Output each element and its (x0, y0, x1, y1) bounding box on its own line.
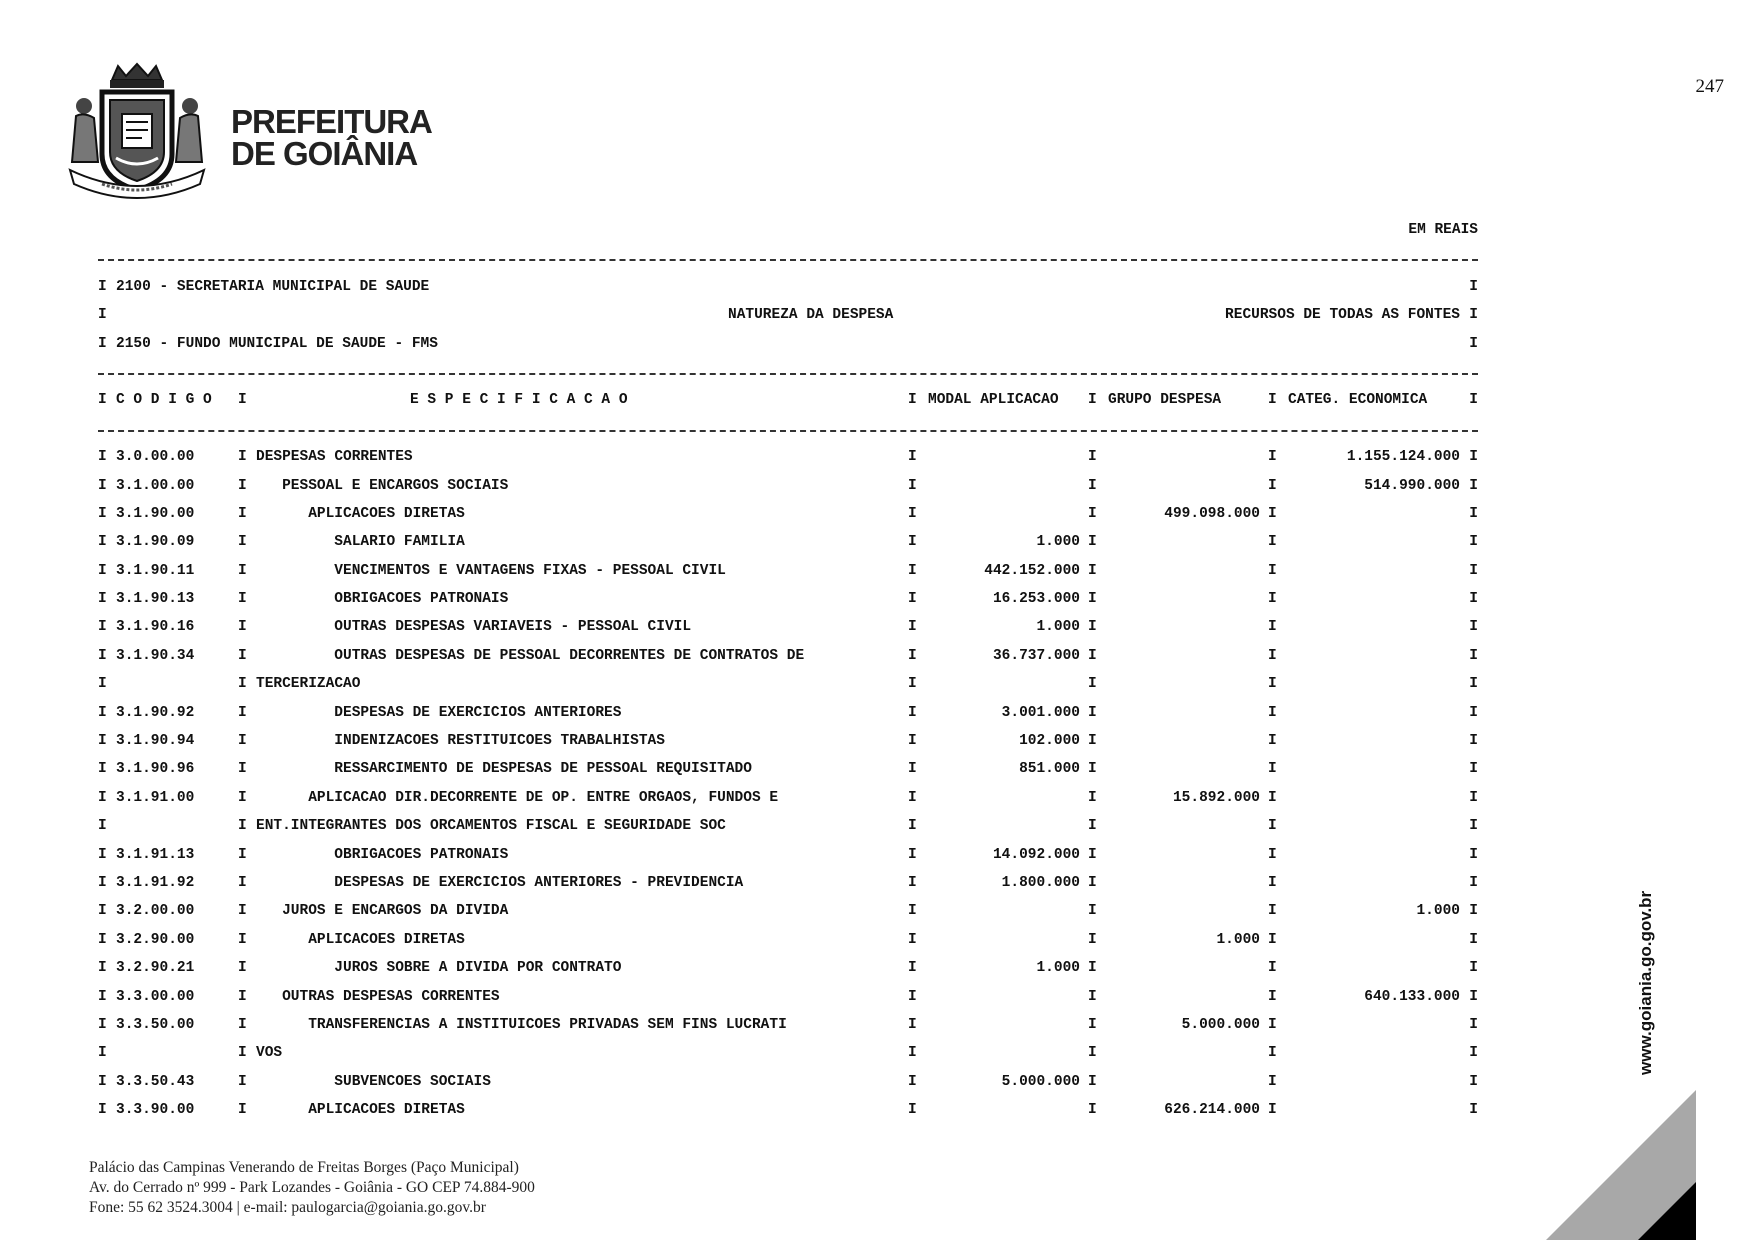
table-row: I 3.2.00.00 I JUROS E ENCARGOS DA DIVIDA I I I 1.000 I (98, 903, 1478, 920)
table-row: I 3.2.90.00 I APLICACOES DIRETAS I I 1.000 I I (98, 931, 1478, 948)
row-description: OBRIGACOES PATRONAIS (334, 846, 509, 863)
table-row: I 3.0.00.00 I DESPESAS CORRENTES I I I 1.155.124.000 I (98, 449, 1478, 466)
column-grupo: GRUPO DESPESA (1108, 392, 1222, 409)
column-especificacao: E S P E C I F I C A C A O (410, 392, 628, 409)
table-row: I 3.1.90.00 I APLICACOES DIRETAS I I 499.098.000 I I (98, 505, 1478, 522)
row-modal-value: 1.800.000 (1001, 874, 1080, 891)
column-categ: CATEG. ECONOMICA (1288, 392, 1428, 409)
row-code: 3.2.90.21 (116, 960, 195, 977)
row-description: ENT.INTEGRANTES DOS ORCAMENTOS FISCAL E SEGURIDADE SOC (256, 818, 726, 835)
prefeitura-logo (62, 62, 432, 200)
table-row: I 3.3.00.00 I OUTRAS DESPESAS CORRENTES I I I 640.133.000 I (98, 988, 1478, 1005)
row-modal-value: 14.092.000 (992, 846, 1080, 863)
table-row: I 3.3.50.00 I TRANSFERENCIAS A INSTITUICOES PRIVADAS SEM FINS LUCRATI I I 5.000.000 I I (98, 1016, 1478, 1033)
row-code: 3.3.50.00 (116, 1016, 195, 1033)
row-code: 3.1.90.11 (116, 562, 195, 579)
secretaria-label: 2100 - SECRETARIA MUNICIPAL DE SAUDE (116, 278, 430, 295)
row-code: 3.2.90.00 (116, 931, 195, 948)
row-grupo-value: 5.000.000 (1181, 1016, 1260, 1033)
row-code: 3.1.90.13 (116, 591, 195, 608)
row-code: 3.1.91.13 (116, 846, 195, 863)
row-grupo-value: 1.000 (1216, 931, 1260, 948)
row-description: OUTRAS DESPESAS VARIAVEIS - PESSOAL CIVIL (334, 619, 692, 636)
row-modal-value: 1.000 (1036, 619, 1080, 636)
row-code: 3.0.00.00 (116, 449, 195, 466)
table-row: I 3.1.90.92 I DESPESAS DE EXERCICIOS ANTERIORES I 3.001.000 I I I (98, 704, 1478, 721)
row-description: OBRIGACOES PATRONAIS (334, 591, 509, 608)
separator (98, 360, 1478, 388)
row-code: 3.3.90.00 (116, 1102, 195, 1119)
table-row: I 3.1.90.09 I SALARIO FAMILIA I 1.000 I I I (98, 534, 1478, 551)
table-row: I 3.1.90.94 I INDENIZACOES RESTITUICOES TRABALHISTAS I 102.000 I I I (98, 733, 1478, 750)
row-categ-value: 1.000 (1416, 903, 1460, 920)
row-code: 3.1.90.94 (116, 733, 195, 750)
currency-note: EM REAIS (1408, 222, 1478, 238)
separator (98, 246, 1478, 274)
side-url: www.goiania.go.gov.br (1636, 890, 1655, 1075)
row-modal-value: 5.000.000 (1001, 1073, 1080, 1090)
logo-text-line-2: DE GOIÂNIA (231, 135, 418, 172)
row-description: TRANSFERENCIAS A INSTITUICOES PRIVADAS SEM FINS LUCRATI (308, 1016, 787, 1033)
row-code: 3.1.91.00 (116, 789, 195, 806)
header-row-secretaria: I 2100 - SECRETARIA MUNICIPAL DE SAUDE I (98, 278, 1478, 295)
table-row: I 3.1.90.34 I OUTRAS DESPESAS DE PESSOAL DECORRENTES DE CONTRATOS DE I 36.737.000 I I I (98, 647, 1478, 664)
row-description: INDENIZACOES RESTITUICOES TRABALHISTAS (334, 733, 665, 750)
table-row: I 3.1.00.00 I PESSOAL E ENCARGOS SOCIAIS I I I 514.990.000 I (98, 477, 1478, 494)
row-modal-value: 36.737.000 (992, 647, 1080, 664)
header-row-natureza: I NATUREZA DA DESPESA RECURSOS DE TODAS AS FONTES I (98, 307, 1478, 324)
row-modal-value: 1.000 (1036, 534, 1080, 551)
city-coat-of-arms-icon (62, 62, 212, 200)
page-number: 247 (1695, 76, 1724, 97)
footer-line-3: Fone: 55 62 3524.3004 | e-mail: paulogarcia@goiania.go.gov.br (89, 1199, 486, 1216)
row-code: 3.1.90.96 (116, 761, 195, 778)
row-description: RESSARCIMENTO DE DESPESAS DE PESSOAL REQUISITADO (334, 761, 752, 778)
natureza-label: NATUREZA DA DESPESA (728, 307, 894, 324)
recursos-label: RECURSOS DE TODAS AS FONTES (1225, 307, 1460, 324)
row-code: 3.1.90.09 (116, 534, 195, 551)
row-modal-value: 1.000 (1036, 960, 1080, 977)
row-grupo-value: 15.892.000 (1172, 789, 1260, 806)
row-code: 3.3.00.00 (116, 988, 195, 1005)
row-code: 3.1.90.92 (116, 704, 195, 721)
row-description: JUROS SOBRE A DIVIDA POR CONTRATO (334, 960, 622, 977)
row-description: JUROS E ENCARGOS DA DIVIDA (282, 903, 509, 920)
row-description: APLICACOES DIRETAS (308, 931, 465, 948)
row-description: DESPESAS DE EXERCICIOS ANTERIORES - PREVIDENCIA (334, 874, 744, 891)
row-modal-value: 442.152.000 (984, 562, 1080, 579)
corner-decoration (1546, 1090, 1696, 1240)
table-row: I 3.1.90.16 I OUTRAS DESPESAS VARIAVEIS - PESSOAL CIVIL I 1.000 I I I (98, 619, 1478, 636)
row-description: SALARIO FAMILIA (334, 534, 465, 551)
table-row: I 3.3.90.00 I APLICACOES DIRETAS I I 626.214.000 I I (98, 1102, 1478, 1119)
row-grupo-value: 626.214.000 (1164, 1102, 1260, 1119)
row-description: PESSOAL E ENCARGOS SOCIAIS (282, 477, 509, 494)
row-description: TERCERIZACAO (256, 676, 361, 693)
column-header-row: I C O D I G O I E S P E C I F I C A C A O I MODAL APLICACAO I GRUPO DESPESA I CATEG. ECONOMICA I (98, 392, 1478, 409)
table-row: I 3.3.50.43 I SUBVENCOES SOCIAIS I 5.000.000 I I I (98, 1073, 1478, 1090)
footer-line-2: Av. do Cerrado nº 999 - Park Lozandes - Goiânia - GO CEP 74.884-900 (89, 1179, 535, 1196)
row-description: DESPESAS CORRENTES (256, 449, 413, 466)
row-description: APLICACOES DIRETAS (308, 1102, 465, 1119)
table-row: I 3.1.91.92 I DESPESAS DE EXERCICIOS ANTERIORES - PREVIDENCIA I 1.800.000 I I I (98, 874, 1478, 891)
row-categ-value: 514.990.000 (1364, 477, 1460, 494)
expense-rows (98, 445, 1478, 1126)
row-modal-value: 16.253.000 (992, 591, 1080, 608)
column-codigo: C O D I G O (116, 392, 212, 409)
row-code: 3.1.90.34 (116, 647, 195, 664)
separator (98, 417, 1478, 445)
column-modal: MODAL APLICACAO (928, 392, 1059, 409)
row-code: 3.1.90.16 (116, 619, 195, 636)
row-code: 3.1.00.00 (116, 477, 195, 494)
table-row: I I VOS I I I I (98, 1045, 1478, 1062)
row-description: APLICACOES DIRETAS (308, 505, 465, 522)
table-row: I I TERCERIZACAO I I I I (98, 676, 1478, 693)
row-description: OUTRAS DESPESAS DE PESSOAL DECORRENTES DE CONTRATOS DE (334, 647, 805, 664)
row-modal-value: 3.001.000 (1001, 704, 1080, 721)
logo-text-line-1: PREFEITURA (231, 103, 432, 140)
row-categ-value: 1.155.124.000 (1346, 449, 1460, 466)
table-row: I 3.1.91.00 I APLICACAO DIR.DECORRENTE DE OP. ENTRE ORGAOS, FUNDOS E I I 15.892.000 I I (98, 789, 1478, 806)
currency-row (98, 218, 1478, 246)
header-row-fundo: I 2150 - FUNDO MUNICIPAL DE SAUDE - FMS I (98, 335, 1478, 352)
budget-report (98, 218, 1478, 1127)
row-grupo-value: 499.098.000 (1164, 505, 1260, 522)
row-modal-value: 102.000 (1019, 733, 1080, 750)
table-row: I 3.1.91.13 I OBRIGACOES PATRONAIS I 14.092.000 I I I (98, 846, 1478, 863)
row-description: APLICACAO DIR.DECORRENTE DE OP. ENTRE ORGAOS, FUNDOS E (308, 789, 779, 806)
table-row: I 3.2.90.21 I JUROS SOBRE A DIVIDA POR CONTRATO I 1.000 I I I (98, 960, 1478, 977)
table-row: I I ENT.INTEGRANTES DOS ORCAMENTOS FISCAL E SEGURIDADE SOC I I I I (98, 818, 1478, 835)
table-row: I 3.1.90.13 I OBRIGACOES PATRONAIS I 16.253.000 I I I (98, 591, 1478, 608)
row-code: 3.2.00.00 (116, 903, 195, 920)
fundo-label: 2150 - FUNDO MUNICIPAL DE SAUDE - FMS (116, 335, 438, 352)
footer-address (89, 1158, 535, 1218)
row-description: VENCIMENTOS E VANTAGENS FIXAS - PESSOAL CIVIL (334, 562, 726, 579)
row-description: SUBVENCOES SOCIAIS (334, 1073, 491, 1090)
row-code: 3.1.90.00 (116, 505, 195, 522)
row-description: OUTRAS DESPESAS CORRENTES (282, 988, 500, 1005)
row-modal-value: 851.000 (1019, 761, 1080, 778)
row-code: 3.1.91.92 (116, 874, 195, 891)
footer-line-1: Palácio das Campinas Venerando de Freitas Borges (Paço Municipal) (89, 1159, 519, 1176)
row-description: DESPESAS DE EXERCICIOS ANTERIORES (334, 704, 622, 721)
table-row: I 3.1.90.11 I VENCIMENTOS E VANTAGENS FIXAS - PESSOAL CIVIL I 442.152.000 I I I (98, 562, 1478, 579)
row-code: 3.3.50.43 (116, 1073, 195, 1090)
row-description: VOS (256, 1045, 283, 1062)
row-categ-value: 640.133.000 (1364, 988, 1460, 1005)
table-row: I 3.1.90.96 I RESSARCIMENTO DE DESPESAS DE PESSOAL REQUISITADO I 851.000 I I I (98, 761, 1478, 778)
